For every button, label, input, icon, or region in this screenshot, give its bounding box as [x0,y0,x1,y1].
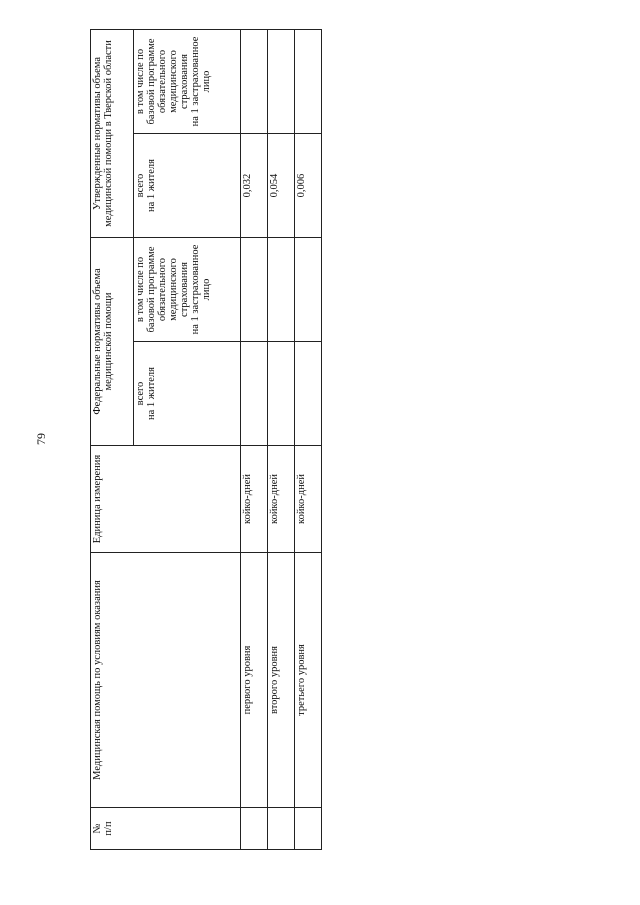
row-num [241,808,268,850]
header-num: № п/п [91,808,241,850]
table-row [268,29,295,849]
table-row [241,29,268,849]
row-unit: койко-дней [295,446,322,553]
subheader-approved-oms: в том числе по базовой программе обязательного медицинского страхования на 1 застрахованное лицо [134,29,241,133]
row-care: третьего уровня [295,553,322,808]
subheader-federal-total: всего на 1 жителя [134,342,241,446]
row-care: второго уровня [268,553,295,808]
row-appr-total: 0,032 [241,134,268,238]
row-fed-oms [268,238,295,342]
row-unit: койко-дней [268,446,295,553]
norms-table-container [90,30,307,850]
page-number: 79 [34,433,48,445]
row-num [295,808,322,850]
header-federal: Федеральные нормативы объема медицинской помощи [91,238,134,446]
row-care: первого уровня [241,553,268,808]
norms-table [90,29,322,850]
row-fed-total [241,342,268,446]
table-row [295,29,322,849]
subheader-approved-total: всего на 1 жителя [134,134,241,238]
row-appr-total: 0,006 [295,134,322,238]
row-fed-total [268,342,295,446]
header-care: Медицинская помощь по условиям оказания [91,553,241,808]
row-fed-total [295,342,322,446]
row-appr-oms [268,29,295,133]
row-unit: койко-дней [241,446,268,553]
subheader-federal-oms: в том числе по базовой программе обязательного медицинского страхования на 1 застрахованное лицо [134,238,241,342]
row-fed-oms [241,238,268,342]
header-row [91,29,134,849]
row-appr-oms [241,29,268,133]
header-approved: Утвержденные нормативы объема медицинской помощи в Тверской области [91,29,134,237]
row-appr-total: 0,054 [268,134,295,238]
row-fed-oms [295,238,322,342]
row-num [268,808,295,850]
header-unit: Единица измерения [91,446,241,553]
row-appr-oms [295,29,322,133]
